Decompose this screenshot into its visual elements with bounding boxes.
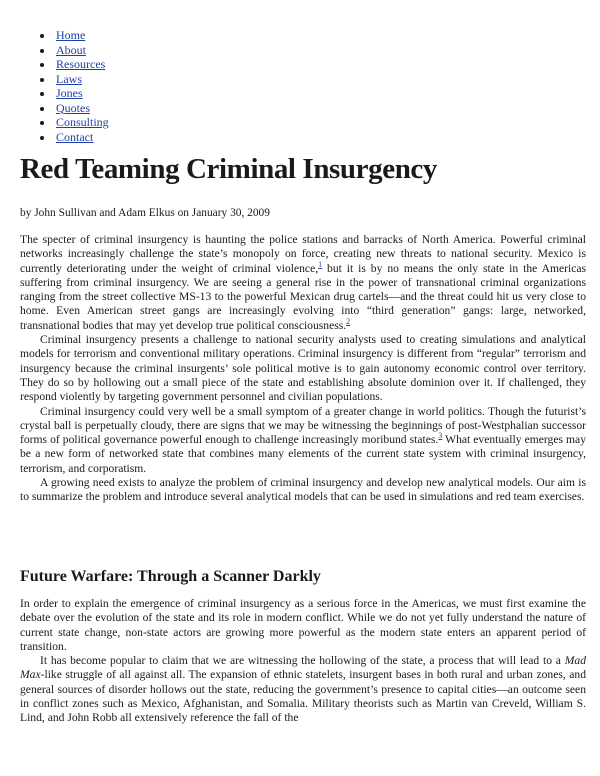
nav-link-home[interactable]: Home — [56, 28, 86, 42]
site-nav — [32, 28, 109, 144]
paragraph-4: A growing need exists to analyze the problem of criminal insurgency and develop new analytical models. Our aim is to summarize the problem and introduce several analytical models that can be used in simulations and red team exercises. — [20, 476, 586, 504]
article-title: Red Teaming Criminal Insurgency — [20, 153, 438, 185]
section-paragraph-1: In order to explain the emergence of criminal insurgency as a serious force in the Americas, we must first examine the debate over the evolution of the state and its role in modern conflict. While we do not yet fully understand the nature of current state change, non-state actors are growing more powerful as the modern state enters an apparent period of transition. — [20, 597, 586, 653]
nav-item-about — [54, 43, 109, 58]
nav-link-resources[interactable]: Resources — [56, 57, 106, 71]
section-paragraph-2-emphasis: Mad Max — [20, 654, 586, 682]
section-paragraph-2 — [20, 654, 586, 725]
nav-item-laws — [54, 72, 109, 87]
paragraph-3-text-b: What eventually emerges may be a new form of networked state that combines many elements of the current state system with criminal insurgency, terrorism, and corporatism. — [20, 433, 586, 475]
nav-item-quotes — [54, 101, 109, 116]
nav-item-resources — [54, 57, 109, 72]
section-paragraph-2-text-a: It has become popular to claim that we are witnessing the hollowing of the state, a process that will lead to a — [40, 654, 565, 668]
nav-link-quotes[interactable]: Quotes — [56, 100, 90, 115]
footnote-ref-2 — [346, 317, 350, 326]
section-heading: Future Warfare: Through a Scanner Darkly — [20, 568, 321, 585]
nav-item-consulting — [54, 115, 109, 130]
footnote-link-2[interactable]: 2 — [346, 316, 351, 326]
footnote-link-3[interactable]: 3 — [438, 431, 443, 441]
paragraph-1-text-a: The specter of criminal insurgency is haunting the police stations and barracks of North America. Powerful criminal networks increasingly challenge the state’s monopoly on force, creating new threats to national security. Mexico is currently deteriorating under the weight of criminal violence, — [20, 233, 586, 275]
section-paragraph-2-text-b: -like struggle of all against all. The expansion of ethnic statelets, insurgent bases in both rural and urban zones, and general sources of disorder hollows out the state, reducing the government’s presence to capital cities—an outcome seen in conflict zones such as Mexico, Afghanistan, and Somalia. Military theorists such as Martin van Creveld, William S. Lind, and John Robb all extensively reference the fall of the — [20, 668, 586, 725]
paragraph-3 — [20, 405, 586, 476]
paragraph-1 — [20, 233, 586, 333]
nav-link-consulting[interactable]: Consulting — [56, 115, 109, 129]
nav-item-contact — [54, 130, 109, 145]
nav-link-jones[interactable]: Jones — [56, 86, 83, 100]
nav-link-contact[interactable]: Contact — [56, 129, 94, 144]
nav-item-home — [54, 28, 109, 43]
section-body — [20, 597, 586, 726]
footnote-link-1[interactable]: 1 — [318, 259, 323, 269]
article-byline: by John Sullivan and Adam Elkus on January 30, 2009 — [20, 207, 270, 219]
paragraph-1-text-b: but it is by no means the only state in the Americas suffering from criminal insurgency. We are seeing a general rise in the power of transnational criminal organizations ranging from the street collective MS-13 to the powerful Mexican drug cartels—and the threat could hit us very close to home. Even American street gangs are increasingly evolving into “third generation” gangs: large, networked, transnational bodies that may yet develop true political consciousness. — [20, 261, 586, 332]
paragraph-2: Criminal insurgency presents a challenge to national security analysts used to creating simulations and analytical models for terrorism and conventional military operations. Criminal insurgency is different from “regular” terrorism and insurgency because the criminal insurgents’ sole political motive is to gain autonomy economic control over territory. They do so by hollowing out a small piece of the state and establishing absolute dominion over it. If challenged, they respond violently by targeting government personnel and civilian populations. — [20, 333, 586, 404]
article-body — [20, 233, 586, 505]
nav-link-about[interactable]: About — [56, 42, 86, 57]
paragraph-3-text-a: Criminal insurgency could very well be a small symptom of a greater change in world politics. Though the futurist’s crystal ball is perpetually cloudy, there are signs that we may be witnessing the beginnings of post-Westphalian successor forms of political governance powerful enough to challenge increasingly moribund states. — [20, 404, 586, 447]
nav-item-jones — [54, 86, 109, 101]
nav-link-laws[interactable]: Laws — [56, 71, 82, 86]
